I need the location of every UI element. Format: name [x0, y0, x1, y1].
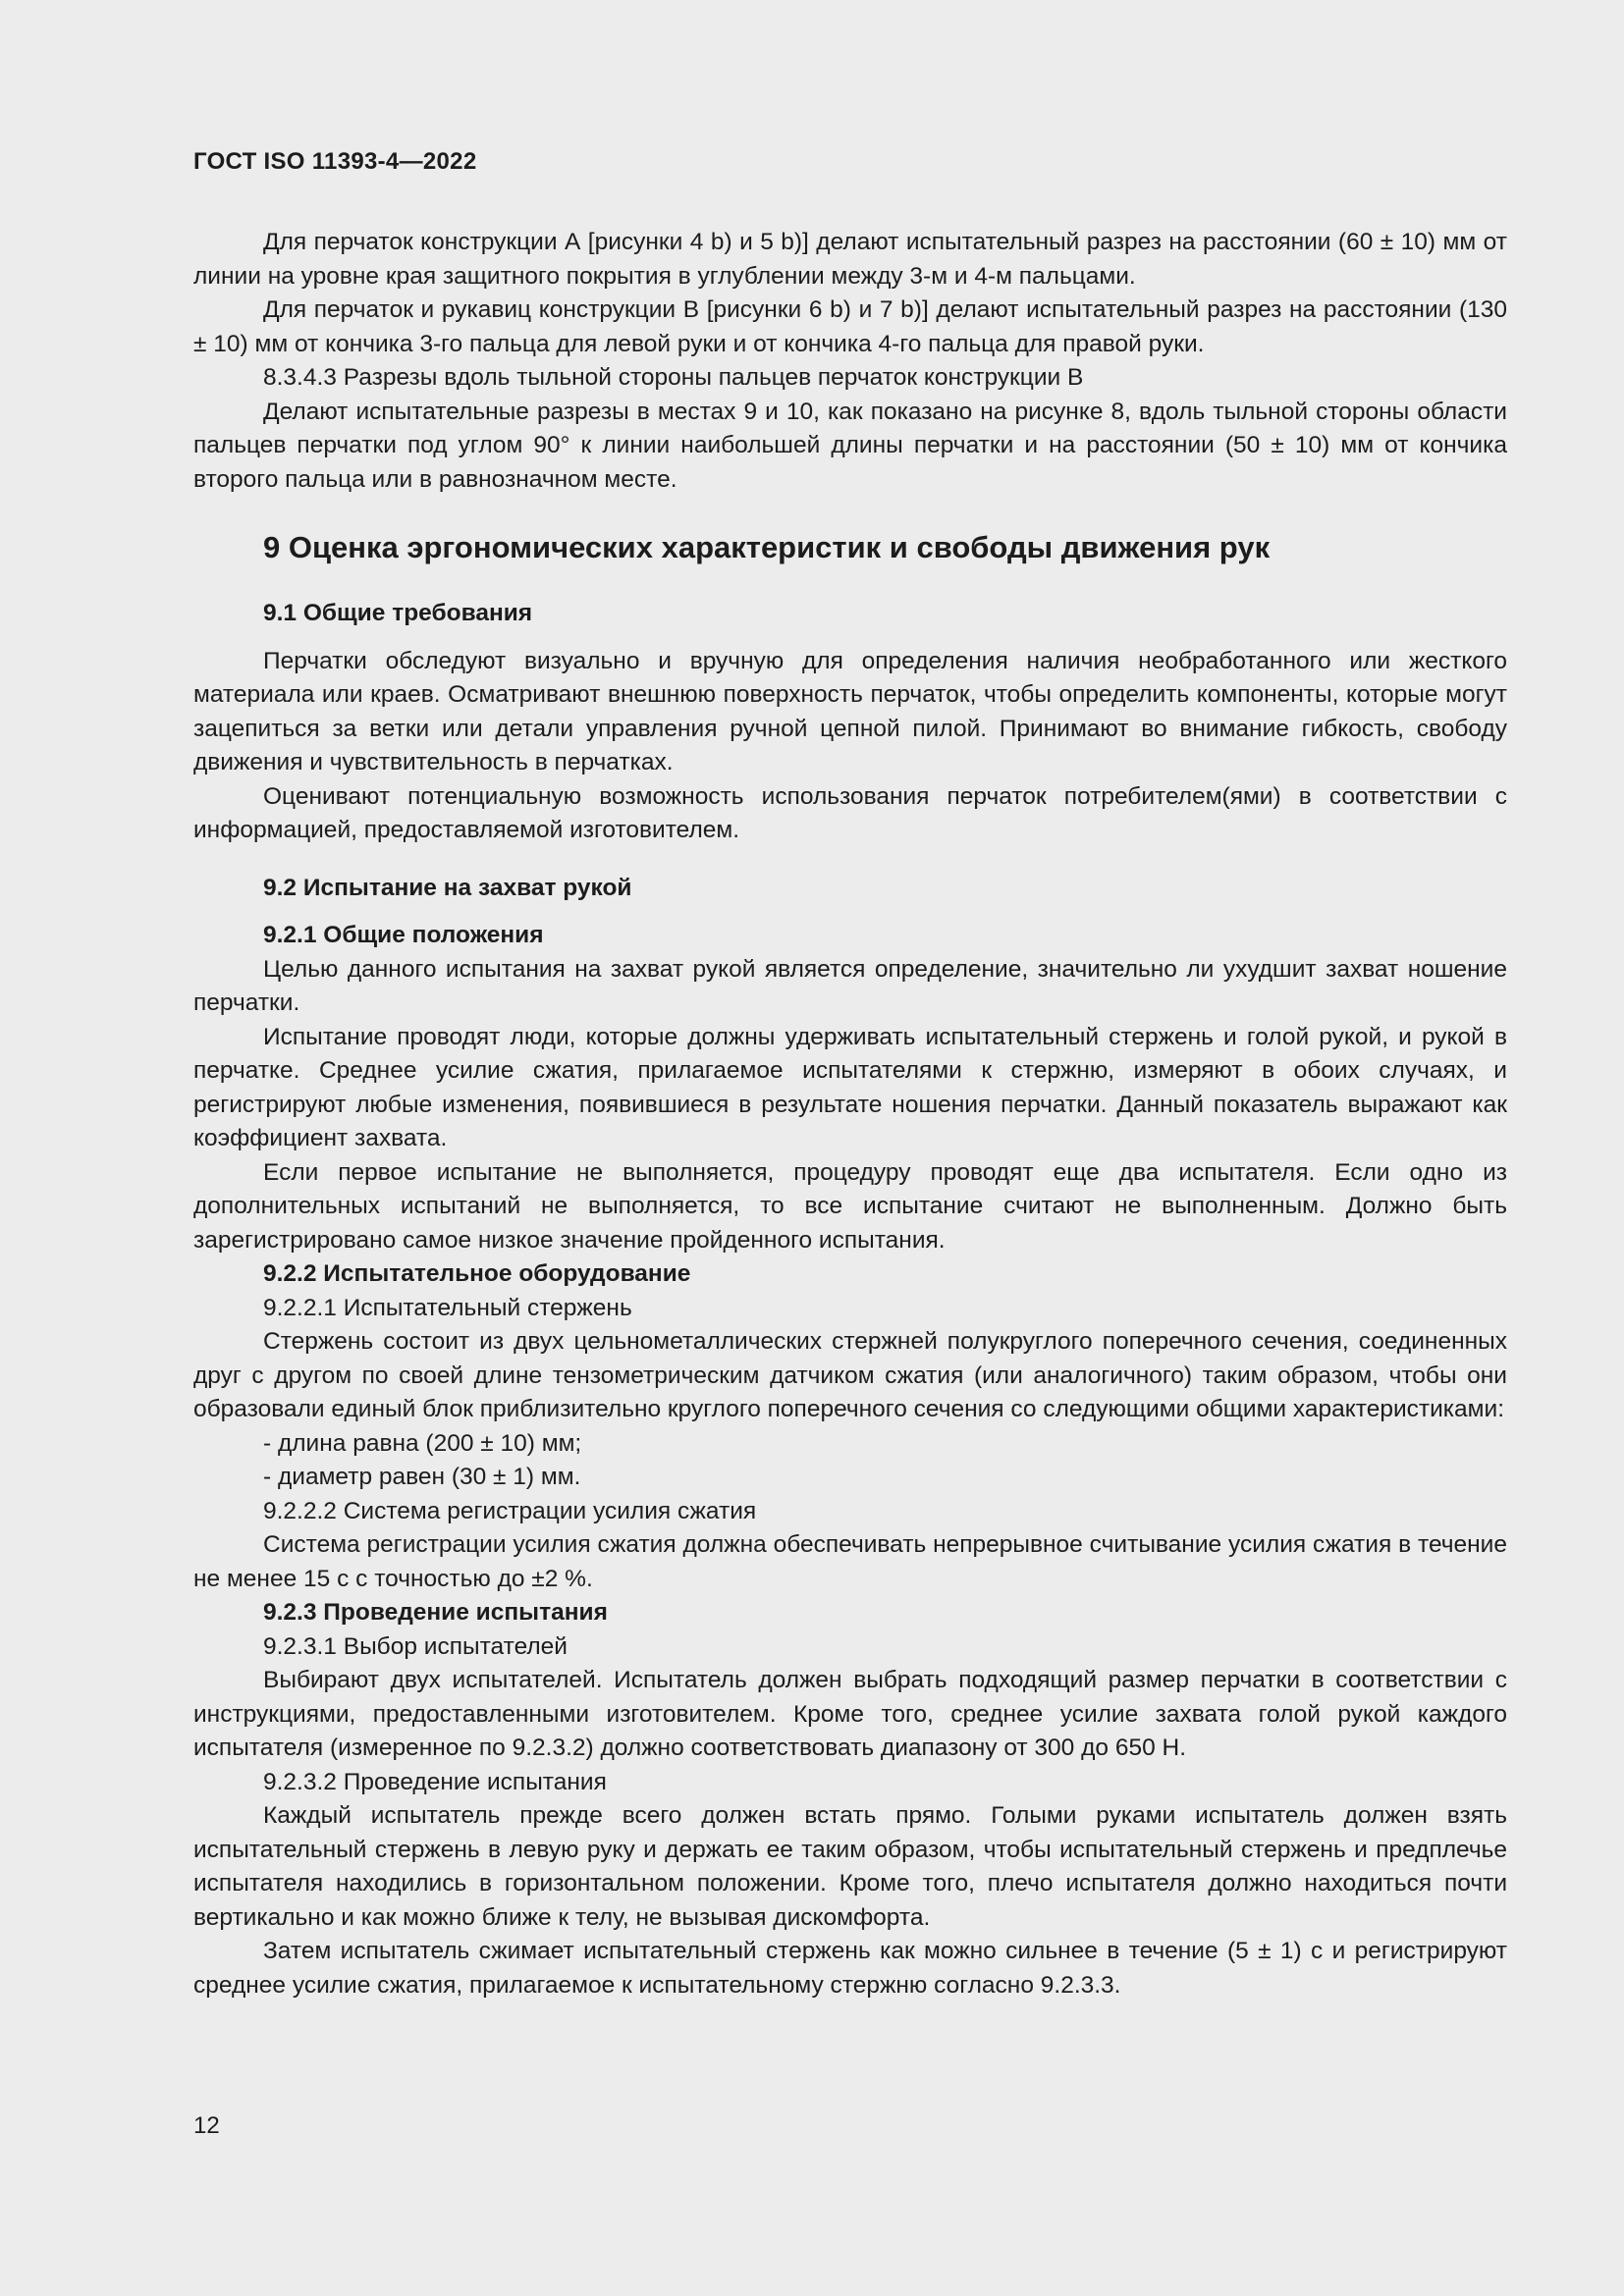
clause-heading: 9.2.3.2 Проведение испытания	[263, 1768, 607, 1795]
clause-heading: 8.3.4.3 Разрезы вдоль тыльной стороны пальцев перчаток конструкции В	[263, 364, 1084, 391]
section-heading: 9 Оценка эргономических характеристик и свободы движения рук	[263, 530, 1271, 564]
subsection-heading: 9.2 Испытание на захват рукой	[263, 874, 632, 901]
subsection-heading: 9.2.2 Испытательное оборудование	[263, 1260, 691, 1287]
paragraph: Затем испытатель сжимает испытательный стержень как можно сильнее в течение (5 ± 1) с и регистрируют среднее усилие сжатия, прилагаемое к испытательному стержню согласно 9.2.3.3.	[193, 1938, 1507, 1999]
clause-heading: 9.2.3.1 Выбор испытателей	[263, 1632, 568, 1660]
paragraph: Перчатки обследуют визуально и вручную для определения наличия необработанного или жесткого материала или краев. Осматривают внешнюю поверхность перчаток, чтобы определить компоненты, которые могут зацепиться за ветки или детали управления ручной цепной пилой. Принимают во внимание гибкость, свободу движения и чувствительность в перчатках.	[193, 647, 1507, 775]
paragraph: Система регистрации усилия сжатия должна обеспечивать непрерывное считывание усилия сжатия в течение не менее 15 с с точностью до ±2 %.	[193, 1531, 1507, 1592]
list-item: - диаметр равен (30 ± 1) мм.	[263, 1464, 581, 1490]
subsection-heading: 9.2.3 Проведение испытания	[263, 1599, 608, 1626]
paragraph: Для перчаток и рукавиц конструкции В [рисунки 6 b) и 7 b)] делают испытательный разрез на расстоянии (130 ± 10) мм от кончика 3-го пальца для левой руки и от кончика 4-го пальца для правой руки.	[193, 296, 1507, 357]
subsection-heading: 9.1 Общие требования	[263, 600, 533, 626]
paragraph: Оценивают потенциальную возможность использования перчаток потребителем(ями) в соответствии с информацией, предоставляемой изготовителем.	[193, 782, 1507, 843]
clause-heading: 9.2.2.1 Испытательный стержень	[263, 1294, 632, 1321]
page-number: 12	[193, 2112, 220, 2139]
paragraph: Если первое испытание не выполняется, процедуру проводят еще два испытателя. Если одно из дополнительных испытаний не выполняется, то все испытание считают не выполненным. Должно быть зарегистрировано самое низкое значение пройденного испытания.	[193, 1158, 1507, 1254]
paragraph: Испытание проводят люди, которые должны удерживать испытательный стержень и голой рукой, и рукой в перчатке. Среднее усилие сжатия, прилагаемое испытателями к стержню, измеряют в обоих случаях, и регистрируют любые изменения, появившиеся в результате ношения перчатки. Данный показатель выражают как коэффициент захвата.	[193, 1023, 1507, 1151]
paragraph: Целью данного испытания на захват рукой является определение, значительно ли ухудшит захват ношение перчатки.	[193, 955, 1507, 1016]
document-header: ГОСТ ISO 11393-4—2022	[193, 148, 477, 175]
paragraph: Стержень состоит из двух цельнометаллических стержней полукруглого поперечного сечения, соединенных друг с другом по своей длине тензометрическим датчиком сжатия (или аналогичного) таким образом, чтобы они образовали единый блок приблизительно круглого поперечного сечения со следующими общими характеристиками:	[193, 1328, 1507, 1422]
paragraph: Делают испытательные разрезы в местах 9 и 10, как показано на рисунке 8, вдоль тыльной стороны области пальцев перчатки под углом 90° к линии наибольшей длины перчатки и на расстоянии (50 ± 10) мм от кончика второго пальца или в равнозначном месте.	[193, 398, 1507, 493]
list-item: - длина равна (200 ± 10) мм;	[263, 1429, 582, 1457]
paragraph: Для перчаток конструкции А [рисунки 4 b) и 5 b)] делают испытательный разрез на расстоянии (60 ± 10) мм от линии на уровне края защитного покрытия в углублении между 3-м и 4-м пальцами.	[193, 229, 1507, 290]
document-body	[193, 226, 1507, 2002]
paragraph: Каждый испытатель прежде всего должен встать прямо. Голыми руками испытатель должен взять испытательный стержень в левую руку и держать ее таким образом, чтобы испытательный стержень и предплечье испытателя находились в горизонтальном положении. Кроме того, плечо испытателя должно находиться почти вертикально и как можно ближе к телу, не вызывая дискомфорта.	[193, 1802, 1507, 1931]
clause-heading: 9.2.2.2 Система регистрации усилия сжатия	[263, 1497, 757, 1524]
subsection-heading: 9.2.1 Общие положения	[263, 922, 544, 948]
paragraph: Выбирают двух испытателей. Испытатель должен выбрать подходящий размер перчатки в соответствии с инструкциями, предоставленными изготовителем. Кроме того, среднее усилие захвата голой рукой каждого испытателя (измеренное по 9.2.3.2) должно соответствовать диапазону от 300 до 650 Н.	[193, 1667, 1507, 1761]
